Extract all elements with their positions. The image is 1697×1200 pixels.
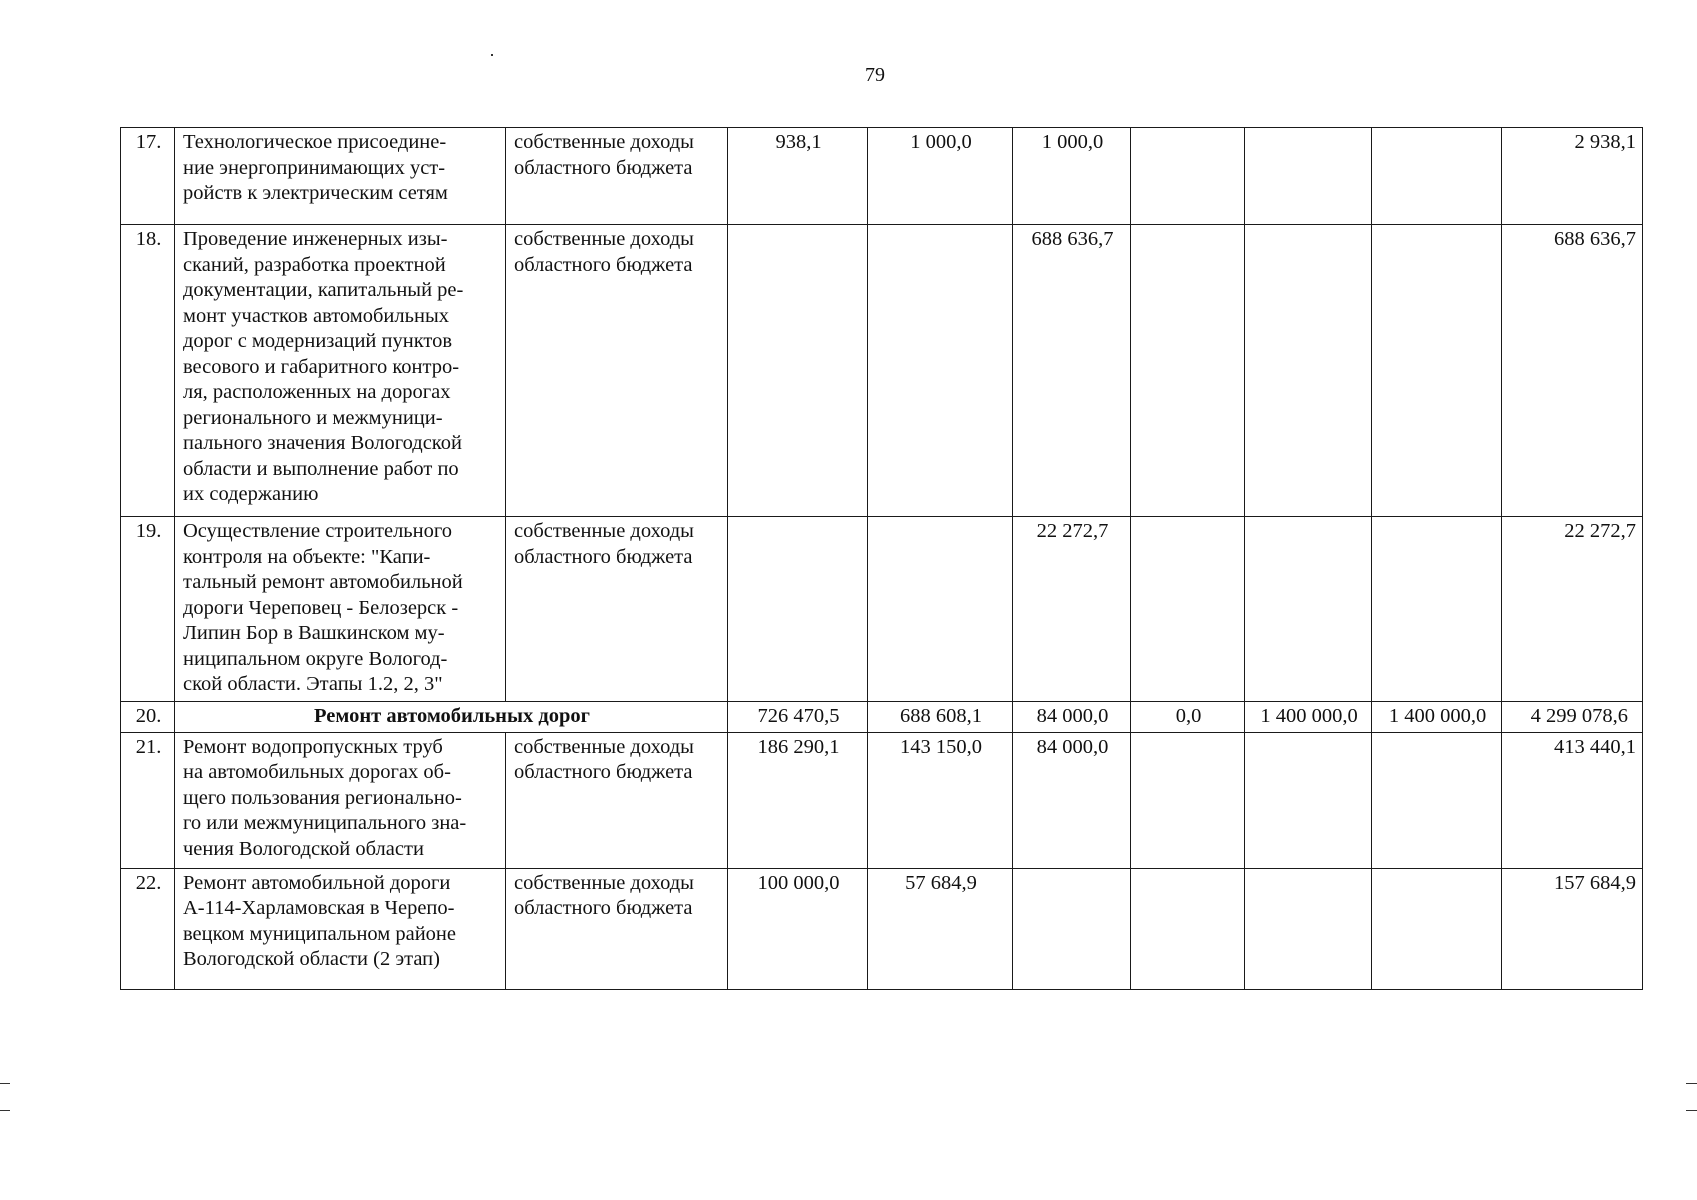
row-number: 17. (121, 128, 175, 225)
total-cell: 413 440,1 (1502, 732, 1643, 868)
value-cell: 100 000,0 (728, 868, 868, 989)
value-cell (868, 517, 1013, 702)
measure-name: Технологическое присоедине- ние энергопринимающих уст- ройств к электрическим сетям (175, 128, 506, 225)
value-cell: 0,0 (1131, 701, 1245, 732)
scan-edge-mark (0, 1110, 10, 1111)
budget-table (120, 127, 1643, 990)
value-cell: 726 470,5 (728, 701, 868, 732)
value-cell: 143 150,0 (868, 732, 1013, 868)
total-cell: 2 938,1 (1502, 128, 1643, 225)
value-cell (1245, 128, 1372, 225)
value-cell (1372, 517, 1502, 702)
value-cell: 1 000,0 (1013, 128, 1131, 225)
measure-name: Проведение инженерных изы- сканий, разработка проектной документации, капитальный ре- монт участков автомобильных дорог с модернизаций пунктов весового и габаритного контро- ля, расположенных на дорогах регионального и межмуници- пального значения Вологодской области и выполнение работ по их содержанию (175, 225, 506, 517)
value-cell: 688 608,1 (868, 701, 1013, 732)
value-cell (728, 517, 868, 702)
row-number: 19. (121, 517, 175, 702)
value-cell: 84 000,0 (1013, 732, 1131, 868)
value-cell (1131, 732, 1245, 868)
table-row (121, 128, 1643, 225)
funding-source: собственные доходы областного бюджета (506, 868, 728, 989)
table-row (121, 225, 1643, 517)
total-cell: 688 636,7 (1502, 225, 1643, 517)
value-cell (1131, 225, 1245, 517)
row-number: 18. (121, 225, 175, 517)
section-summary-row (121, 701, 1643, 732)
value-cell (1013, 868, 1131, 989)
scan-edge-mark (1686, 1083, 1697, 1084)
page-number: 79 (865, 64, 885, 86)
scan-edge-mark (1686, 1110, 1697, 1111)
measure-name: Осуществление строительного контроля на объекте: "Капи- тальный ремонт автомобильной дороги Череповец - Белозерск - Липин Бор в Вашкинском му- ниципальном округе Вологод- ской области. Этапы 1.2, 2, 3" (175, 517, 506, 702)
value-cell (1245, 517, 1372, 702)
measure-name: Ремонт водопропускных труб на автомобильных дорогах об- щего пользования регионально- го или межмуниципального зна- чения Вологодской области (175, 732, 506, 868)
row-number: 21. (121, 732, 175, 868)
value-cell (1245, 225, 1372, 517)
funding-source: собственные доходы областного бюджета (506, 225, 728, 517)
value-cell (1372, 128, 1502, 225)
value-cell: 688 636,7 (1013, 225, 1131, 517)
value-cell (1372, 868, 1502, 989)
total-cell: 157 684,9 (1502, 868, 1643, 989)
value-cell (1131, 517, 1245, 702)
value-cell: 1 400 000,0 (1372, 701, 1502, 732)
value-cell (1245, 732, 1372, 868)
measure-name: Ремонт автомобильной дороги А-114-Харламовская в Черепо- вецком муниципальном районе Вологодской области (2 этап) (175, 868, 506, 989)
value-cell (868, 225, 1013, 517)
value-cell: 57 684,9 (868, 868, 1013, 989)
value-cell (1372, 732, 1502, 868)
value-cell: 1 000,0 (868, 128, 1013, 225)
value-cell: 22 272,7 (1013, 517, 1131, 702)
table-row (121, 517, 1643, 702)
value-cell: 186 290,1 (728, 732, 868, 868)
row-number: 22. (121, 868, 175, 989)
total-cell: 22 272,7 (1502, 517, 1643, 702)
row-number: 20. (121, 701, 175, 732)
total-cell: 4 299 078,6 (1502, 701, 1643, 732)
value-cell: 1 400 000,0 (1245, 701, 1372, 732)
scan-edge-mark (0, 1083, 10, 1084)
value-cell (1245, 868, 1372, 989)
scan-dot (491, 54, 493, 56)
value-cell (1131, 868, 1245, 989)
table-row (121, 732, 1643, 868)
section-title: Ремонт автомобильных дорог (175, 701, 728, 732)
value-cell (1372, 225, 1502, 517)
value-cell: 938,1 (728, 128, 868, 225)
table-row (121, 868, 1643, 989)
value-cell (1131, 128, 1245, 225)
funding-source: собственные доходы областного бюджета (506, 517, 728, 702)
funding-source: собственные доходы областного бюджета (506, 732, 728, 868)
value-cell: 84 000,0 (1013, 701, 1131, 732)
funding-source: собственные доходы областного бюджета (506, 128, 728, 225)
value-cell (728, 225, 868, 517)
